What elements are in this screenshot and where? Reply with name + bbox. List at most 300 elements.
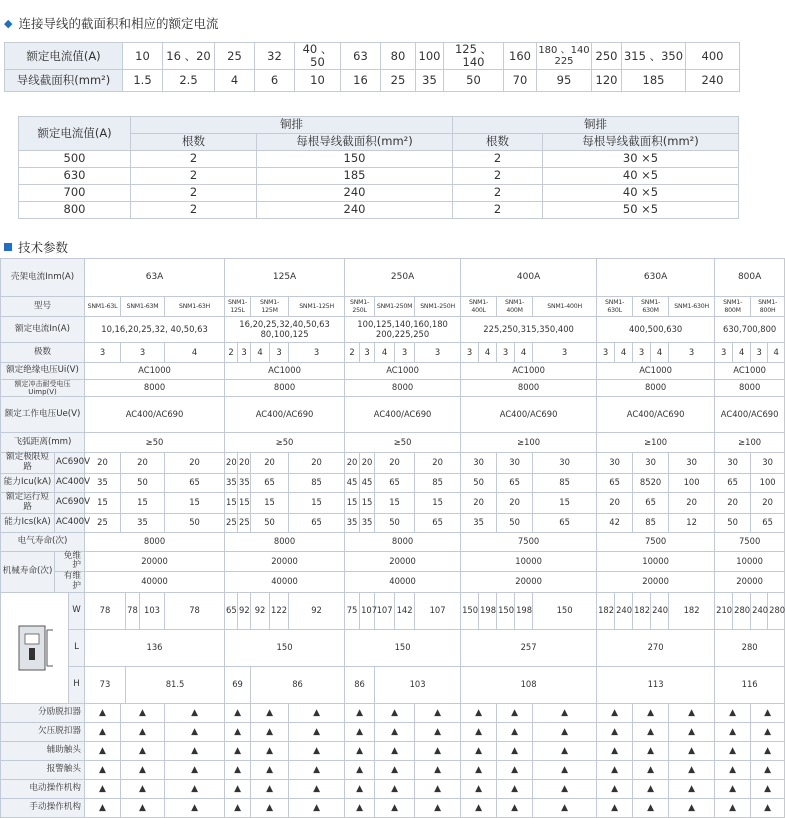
dim-cell: 78: [165, 593, 225, 630]
value-cell: 7500: [715, 532, 785, 551]
cell: 40 ×5: [543, 185, 739, 202]
available-mark: ▲: [251, 723, 289, 742]
value-cell: 20000: [715, 572, 785, 593]
value-cell: 45: [360, 473, 375, 492]
model-cell: SNM1-63H: [165, 297, 225, 317]
icu-label: 能力Icu(kA): [1, 473, 55, 492]
available-mark: ▲: [225, 723, 251, 742]
value-cell: 20: [597, 492, 633, 513]
value-cell: 100: [751, 473, 785, 492]
available-mark: ▲: [633, 742, 669, 761]
available-mark: ▲: [669, 780, 715, 799]
value-cell: 65: [633, 492, 669, 513]
value-cell: 85: [533, 473, 597, 492]
pole-cell: 3: [633, 343, 651, 363]
model-label: 型号: [1, 297, 85, 317]
value-cell: 30: [715, 453, 751, 474]
available-mark: ▲: [165, 799, 225, 818]
available-mark: ▲: [165, 780, 225, 799]
available-mark: ▲: [375, 780, 415, 799]
dim-cell: 108: [461, 667, 597, 704]
accessory-label: 电动操作机构: [1, 780, 85, 799]
accessory-row: [1, 704, 785, 723]
available-mark: ▲: [415, 761, 461, 780]
value-cell: 35: [345, 513, 360, 532]
cell: 95: [537, 70, 592, 92]
section-title-tech: [4, 238, 68, 256]
dim-cell: 86: [345, 667, 375, 704]
value-cell: 15: [225, 492, 238, 513]
available-mark: ▲: [415, 723, 461, 742]
available-mark: ▲: [121, 799, 165, 818]
available-mark: ▲: [497, 723, 533, 742]
cell: 70: [504, 70, 537, 92]
available-mark: ▲: [85, 704, 121, 723]
value-cell: 65: [251, 473, 289, 492]
value-cell: 35: [225, 473, 238, 492]
mlife-label: 机械寿命(次): [1, 551, 55, 593]
value-cell: 65: [597, 473, 633, 492]
pole-cell: 2: [345, 343, 360, 363]
table-row: [19, 185, 739, 202]
cell: 40 、50: [295, 43, 341, 70]
value-cell: 50: [497, 513, 533, 532]
value-cell: 15: [85, 492, 121, 513]
ac690-label: AC690V: [55, 453, 85, 474]
available-mark: ▲: [597, 723, 633, 742]
accessory-label: 欠压脱扣器: [1, 723, 85, 742]
value-cell: AC400/AC690: [597, 397, 715, 433]
value-cell: 40000: [85, 572, 225, 593]
available-mark: ▲: [121, 704, 165, 723]
available-mark: ▲: [225, 704, 251, 723]
value-cell: 20: [225, 453, 238, 474]
available-mark: ▲: [345, 723, 375, 742]
value-cell: 15: [533, 492, 597, 513]
value-cell: 25: [85, 513, 121, 532]
ui-label: 额定绝缘电压Ui(V): [1, 363, 85, 380]
value-cell: 20000: [461, 572, 597, 593]
value-cell: 10000: [715, 551, 785, 572]
frame-250a: 250A: [345, 259, 461, 297]
dim-cell: 150: [497, 593, 515, 630]
pole-cell: 4: [733, 343, 751, 363]
accessory-label: 手动操作机构: [1, 799, 85, 818]
value-cell: 20000: [85, 551, 225, 572]
dim-cell: 240: [651, 593, 669, 630]
available-mark: ▲: [715, 742, 751, 761]
value-cell: 15: [121, 492, 165, 513]
dim-cell: 182: [633, 593, 651, 630]
current-row: [5, 43, 740, 70]
available-mark: ▲: [375, 742, 415, 761]
value-cell: 20: [251, 453, 289, 474]
value-cell: AC400/AC690: [461, 397, 597, 433]
value-cell: 15: [251, 492, 289, 513]
value-cell: AC400/AC690: [715, 397, 785, 433]
value-cell: 20: [345, 453, 360, 474]
available-mark: ▲: [345, 761, 375, 780]
cell: 100: [416, 43, 444, 70]
area-header: 每根导线截面积(mm²): [257, 134, 453, 151]
value-cell: 20000: [345, 551, 461, 572]
value-cell: 50: [165, 513, 225, 532]
dim-cell: 78: [85, 593, 126, 630]
value-cell: 65: [715, 473, 751, 492]
model-cell: SNM1-800H: [751, 297, 785, 317]
available-mark: ▲: [345, 704, 375, 723]
group-header: 铜排: [453, 117, 739, 134]
value-cell: 15: [415, 492, 461, 513]
model-cell: SNM1-400L: [461, 297, 497, 317]
in-125: 16,20,25,32,40,50,63 80,100,125: [225, 317, 345, 343]
model-cell: SNM1-400M: [497, 297, 533, 317]
in-label: 额定电流In(A): [1, 317, 85, 343]
pole-cell: 4: [651, 343, 669, 363]
model-cell: SNM1-125H: [289, 297, 345, 317]
value-cell: 20: [415, 453, 461, 474]
dim-cell: 142: [395, 593, 415, 630]
value-cell: 20: [497, 492, 533, 513]
dim-cell: 103: [375, 667, 461, 704]
pole-cell: 4: [165, 343, 225, 363]
section-title-wire: [4, 14, 218, 32]
model-cell: SNM1-63L: [85, 297, 121, 317]
current-label: 额定电流值(A): [5, 43, 123, 70]
cell: 185: [622, 70, 686, 92]
square-icon: [4, 243, 12, 251]
dim-cell: 92: [289, 593, 345, 630]
frame-800a: 800A: [715, 259, 785, 297]
cell: 1.5: [123, 70, 163, 92]
available-mark: ▲: [289, 723, 345, 742]
pole-cell: 4: [251, 343, 270, 363]
cell: 160: [504, 43, 537, 70]
count-header: 根数: [131, 134, 257, 151]
value-cell: 35: [360, 513, 375, 532]
value-cell: 65: [415, 513, 461, 532]
value-cell: AC1000: [85, 363, 225, 380]
model-cell: SNM1-630M: [633, 297, 669, 317]
table-row: [19, 151, 739, 168]
value-cell: 85: [289, 473, 345, 492]
value-cell: 45: [345, 473, 360, 492]
value-cell: 20: [360, 453, 375, 474]
available-mark: ▲: [497, 780, 533, 799]
ac690-label: AC690V: [55, 492, 85, 513]
value-cell: 20000: [225, 551, 345, 572]
value-cell: 8000: [85, 380, 225, 397]
cell: 6: [255, 70, 295, 92]
value-cell: 20: [121, 453, 165, 474]
value-cell: 30: [669, 453, 715, 474]
ac400-label: AC400V: [55, 513, 85, 532]
in-63: 10,16,20,25,32, 40,50,63: [85, 317, 225, 343]
pole-cell: 4: [515, 343, 533, 363]
cell: 25: [215, 43, 255, 70]
area-header: 每根导线截面积(mm²): [543, 134, 739, 151]
value-cell: ≥50: [345, 433, 461, 453]
value-cell: 100: [669, 473, 715, 492]
available-mark: ▲: [597, 761, 633, 780]
dim-cell: 198: [479, 593, 497, 630]
value-cell: 30: [751, 453, 785, 474]
available-mark: ▲: [497, 761, 533, 780]
available-mark: ▲: [669, 799, 715, 818]
value-cell: 50: [375, 513, 415, 532]
frame-400a: 400A: [461, 259, 597, 297]
pole-cell: 3: [85, 343, 121, 363]
available-mark: ▲: [345, 742, 375, 761]
available-mark: ▲: [375, 704, 415, 723]
dim-cell: 73: [85, 667, 126, 704]
value-cell: 15: [238, 492, 251, 513]
model-cell: SNM1-630H: [669, 297, 715, 317]
dim-cell: 92: [238, 593, 251, 630]
value-cell: 50: [461, 473, 497, 492]
cell: 2: [131, 185, 257, 202]
model-cell: SNM1-125L: [225, 297, 251, 317]
pole-cell: 4: [615, 343, 633, 363]
in-250: 100,125,140,160,180 200,225,250: [345, 317, 461, 343]
available-mark: ▲: [715, 723, 751, 742]
cell: 25: [381, 70, 416, 92]
cell: 50 ×5: [543, 202, 739, 219]
value-cell: AC400/AC690: [85, 397, 225, 433]
cell: 80: [381, 43, 416, 70]
value-cell: 20: [289, 453, 345, 474]
available-mark: ▲: [85, 780, 121, 799]
dim-cell: 150: [225, 630, 345, 667]
poles-label: 极数: [1, 343, 85, 363]
dim-cell: 116: [715, 667, 785, 704]
value-cell: ≥50: [225, 433, 345, 453]
available-mark: ▲: [751, 723, 785, 742]
dim-cell: 107: [360, 593, 375, 630]
value-cell: 7500: [461, 532, 597, 551]
accessory-row: [1, 780, 785, 799]
model-cell: SNM1-250M: [375, 297, 415, 317]
section-title-text: 技术参数: [18, 240, 69, 255]
available-mark: ▲: [345, 799, 375, 818]
value-cell: AC400/AC690: [345, 397, 461, 433]
cell: 16 、20: [163, 43, 215, 70]
value-cell: ≥100: [597, 433, 715, 453]
dim-cell: 280: [733, 593, 751, 630]
pole-cell: 3: [669, 343, 715, 363]
cell: 32: [255, 43, 295, 70]
busbar-current-label: 额定电流值(A): [19, 117, 131, 151]
cell: 400: [686, 43, 740, 70]
available-mark: ▲: [715, 799, 751, 818]
elife-label: 电气寿命(次): [1, 532, 85, 551]
cell: 700: [19, 185, 131, 202]
available-mark: ▲: [669, 761, 715, 780]
value-cell: AC400/AC690: [225, 397, 345, 433]
dim-cell: 122: [270, 593, 289, 630]
available-mark: ▲: [85, 799, 121, 818]
value-cell: 40000: [225, 572, 345, 593]
value-cell: 25: [238, 513, 251, 532]
available-mark: ▲: [497, 704, 533, 723]
value-cell: 20: [238, 453, 251, 474]
pole-cell: 3: [461, 343, 479, 363]
arc-label: 飞弧距离(mm): [1, 433, 85, 453]
available-mark: ▲: [375, 761, 415, 780]
value-cell: AC1000: [461, 363, 597, 380]
value-cell: AC1000: [345, 363, 461, 380]
in-800: 630,700,800: [715, 317, 785, 343]
available-mark: ▲: [633, 799, 669, 818]
value-cell: 15: [165, 492, 225, 513]
available-mark: ▲: [715, 780, 751, 799]
cell: 2.5: [163, 70, 215, 92]
model-cell: SNM1-250L: [345, 297, 375, 317]
cell: 240: [686, 70, 740, 92]
cell: 16: [341, 70, 381, 92]
dim-cell: 136: [85, 630, 225, 667]
value-cell: 8520: [633, 473, 669, 492]
accessory-rows: [1, 704, 785, 818]
value-cell: 65: [533, 513, 597, 532]
value-cell: 35: [121, 513, 165, 532]
pole-cell: 3: [415, 343, 461, 363]
cell: 10: [295, 70, 341, 92]
available-mark: ▲: [633, 723, 669, 742]
value-cell: 65: [751, 513, 785, 532]
value-cell: 20: [85, 453, 121, 474]
pole-cell: 4: [375, 343, 395, 363]
area-row: [5, 70, 740, 92]
dim-cell: 65: [225, 593, 238, 630]
cell: 2: [453, 202, 543, 219]
value-cell: 8000: [345, 380, 461, 397]
pole-cell: 3: [597, 343, 615, 363]
available-mark: ▲: [533, 780, 597, 799]
pole-cell: 3: [238, 343, 251, 363]
dim-cell: 78: [126, 593, 140, 630]
with-maint-label: 有维护: [55, 572, 85, 593]
available-mark: ▲: [461, 761, 497, 780]
value-cell: 40000: [345, 572, 461, 593]
available-mark: ▲: [121, 723, 165, 742]
cell: 2: [131, 202, 257, 219]
value-cell: 35: [461, 513, 497, 532]
available-mark: ▲: [251, 780, 289, 799]
available-mark: ▲: [225, 761, 251, 780]
model-cell: SNM1-63M: [121, 297, 165, 317]
available-mark: ▲: [533, 761, 597, 780]
available-mark: ▲: [715, 761, 751, 780]
available-mark: ▲: [165, 723, 225, 742]
value-cell: 50: [715, 513, 751, 532]
l-label: L: [69, 630, 85, 667]
cell: 4: [215, 70, 255, 92]
available-mark: ▲: [633, 761, 669, 780]
model-cell: SNM1-250H: [415, 297, 461, 317]
dim-cell: 182: [597, 593, 615, 630]
dim-cell: 81.5: [126, 667, 225, 704]
value-cell: 50: [251, 513, 289, 532]
value-cell: 20: [751, 492, 785, 513]
cell: 125 、140: [444, 43, 504, 70]
group-header: 铜排: [131, 117, 453, 134]
value-cell: 85: [633, 513, 669, 532]
cell: 35: [416, 70, 444, 92]
frame-125a: 125A: [225, 259, 345, 297]
available-mark: ▲: [251, 799, 289, 818]
cell: 30 ×5: [543, 151, 739, 168]
available-mark: ▲: [597, 799, 633, 818]
value-cell: 42: [597, 513, 633, 532]
value-cell: 65: [375, 473, 415, 492]
value-cell: 35: [238, 473, 251, 492]
value-cell: 8000: [345, 532, 461, 551]
cell: 240: [257, 202, 453, 219]
available-mark: ▲: [633, 780, 669, 799]
ac400-label: AC400V: [55, 473, 85, 492]
value-cell: 30: [497, 453, 533, 474]
dim-cell: 210: [715, 593, 733, 630]
pole-cell: 2: [225, 343, 238, 363]
available-mark: ▲: [121, 761, 165, 780]
available-mark: ▲: [597, 780, 633, 799]
cell: 180 、140 225: [537, 43, 592, 70]
cell: 40 ×5: [543, 168, 739, 185]
available-mark: ▲: [751, 799, 785, 818]
cell: 2: [131, 168, 257, 185]
cell: 120: [592, 70, 622, 92]
available-mark: ▲: [497, 742, 533, 761]
available-mark: ▲: [597, 742, 633, 761]
value-cell: 8000: [225, 380, 345, 397]
value-cell: ≥50: [85, 433, 225, 453]
dim-cell: 270: [597, 630, 715, 667]
dim-cell: 92: [251, 593, 270, 630]
cell: 2: [453, 168, 543, 185]
value-cell: 8000: [461, 380, 597, 397]
available-mark: ▲: [751, 761, 785, 780]
available-mark: ▲: [597, 704, 633, 723]
available-mark: ▲: [85, 723, 121, 742]
available-mark: ▲: [121, 780, 165, 799]
available-mark: ▲: [669, 723, 715, 742]
pole-cell: 4: [479, 343, 497, 363]
value-cell: 10000: [597, 551, 715, 572]
value-cell: 10000: [461, 551, 597, 572]
cell: 630: [19, 168, 131, 185]
available-mark: ▲: [289, 799, 345, 818]
pole-cell: 3: [715, 343, 733, 363]
value-cell: 8000: [225, 532, 345, 551]
pole-cell: 3: [533, 343, 597, 363]
available-mark: ▲: [289, 742, 345, 761]
cell: 800: [19, 202, 131, 219]
available-mark: ▲: [415, 799, 461, 818]
cell: 185: [257, 168, 453, 185]
model-cell: SNM1-630L: [597, 297, 633, 317]
available-mark: ▲: [289, 780, 345, 799]
available-mark: ▲: [751, 704, 785, 723]
frame-63a: 63A: [85, 259, 225, 297]
available-mark: ▲: [375, 723, 415, 742]
model-cell: SNM1-800M: [715, 297, 751, 317]
available-mark: ▲: [461, 799, 497, 818]
cell: 63: [341, 43, 381, 70]
uimp-label: 额定冲击耐受电压Uimp(V): [1, 380, 85, 397]
value-cell: 20: [461, 492, 497, 513]
dim-cell: 150: [533, 593, 597, 630]
